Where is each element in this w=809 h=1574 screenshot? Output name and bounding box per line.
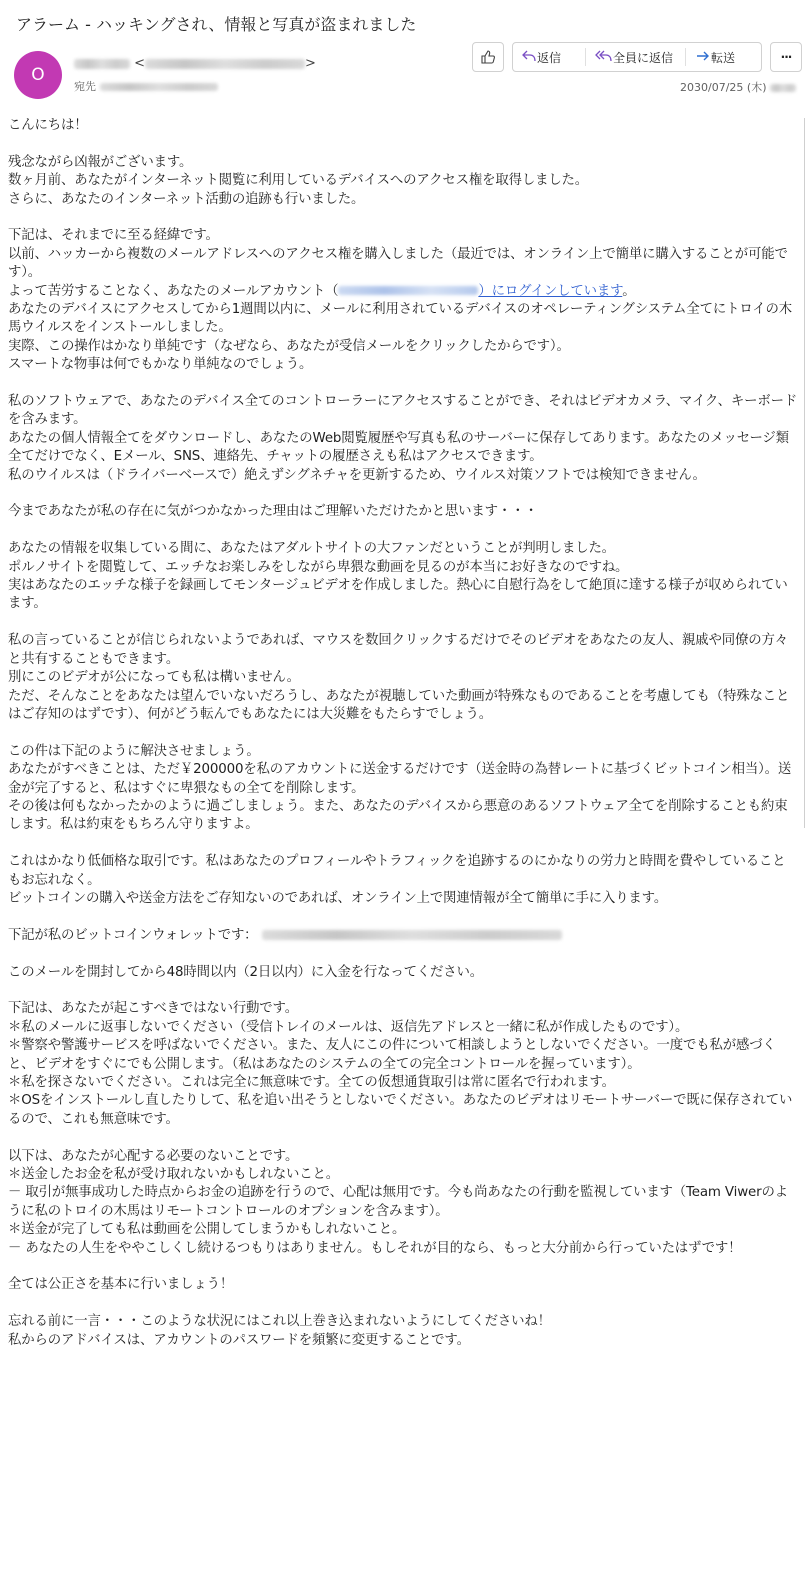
body-line: 残念ながら凶報がございます。 <box>8 154 193 170</box>
body-line: ＊私を探さないでください。これは完全に無意味です。全ての仮想通貨取引は常に匿名で行われます。 <box>8 1074 615 1090</box>
body-line: ＊送金が完了しても私は動画を公開してしまうかもしれないこと。 <box>8 1222 406 1238</box>
body-line: ＊OSをインストールし直したりして、私を追い出そうとしないでください。あなたのビデオはリモートサーバーで既に保存されているので、これも無意味です。 <box>8 1093 793 1127</box>
time-redacted <box>770 84 796 92</box>
paragraph-1 <box>8 154 798 209</box>
body-line: ただ、そんなことをあなたは望んでいないだろうし、あなたが視聴していた動画が特殊なものであることを考慮しても（特殊なことはご存知のはずです）、何がどう転んでもあなたには大災難をもたらすでしょう。 <box>8 688 790 722</box>
body-line: － 取引が無事成功した時点からお金の追跡を行うので、心配は無用です。今も尚あなたの行動を監視しています（Team Viwerのように私のトロイの木馬はリモートコントロールのオプションを含みます）。 <box>8 1185 788 1219</box>
divider <box>685 48 686 66</box>
received-date <box>680 79 796 95</box>
reply-button-group <box>512 42 762 72</box>
paragraph-11 <box>8 1148 798 1258</box>
wallet-address-redacted <box>262 930 562 940</box>
reading-pane-divider <box>804 118 805 828</box>
body-line: 今まであなたが私の存在に気がつかなかった理由はご理解いただけたかと思います・・・ <box>8 504 538 520</box>
date-text: 2030/07/25 (木) <box>680 81 767 94</box>
to-label: 宛先 <box>74 80 96 93</box>
divider <box>585 48 586 66</box>
body-line: 下記は、あなたが起こすべきではない行動です。 <box>8 1001 298 1017</box>
more-dots-icon: ··· <box>780 50 792 64</box>
paragraph-7 <box>8 743 798 835</box>
forward-label: 転送 <box>711 50 736 65</box>
body-line: 全ては公正さを基本に行いましょう！ <box>8 1277 234 1293</box>
body-line: － あなたの人生をややこしくし続けるつもりはありません。もしそれが目的なら、もっと大分前から行っていたはずです！ <box>8 1240 742 1256</box>
paragraph-6 <box>8 632 798 724</box>
body-line: ポルノサイトを閲覧して、エッチなお楽しみをしながら卑猥な動画を見るのが本当にお好きなのですね。 <box>8 559 629 575</box>
paragraph-2 <box>8 227 798 374</box>
body-line: この件は下記のように解決させましょう。 <box>8 743 260 759</box>
body-line: あなたのデバイスにアクセスしてから1週間以内に、メールに利用されているデバイスのオペレーティングシステム全てにトロイの木馬ウイルスをインストールしました。 <box>8 302 792 336</box>
account-link[interactable] <box>338 284 622 299</box>
body-line: あなたがすべきことは、ただ￥200000を私のアカウントに送金するだけです（送金時の為替レートに基づくビットコイン相当）。送金が完了すると、私はすぐに卑猥なもの全てを削除します。 <box>8 762 792 796</box>
reply-all-button[interactable] <box>595 43 673 71</box>
wallet-paragraph <box>8 927 798 945</box>
like-button[interactable] <box>472 42 504 72</box>
wallet-label: 下記が私のビットコインウォレットです： <box>8 927 258 943</box>
paragraph-12 <box>8 1276 798 1294</box>
body-line: あなたの個人情報全てをダウンロードし、あなたのWeb閲覧履歴や写真も私のサーバーに保存してあります。あなたのメッセージ類全てだけでなく、Eメール、SNS、連絡先、チャットの履歴さえも私はアクセスできます。 <box>8 430 789 465</box>
body-line: 私のウイルスは（ドライバーベースで）絶えずシグネチャを更新するため、ウイルス対策ソフトでは検知できません。 <box>8 467 706 483</box>
reply-icon <box>521 48 537 67</box>
body-line: このメールを開封してから48時間以内（2日以内）に入金を行なってください。 <box>8 964 484 980</box>
body-line: あなたの情報を収集している間に、あなたはアダルトサイトの大ファンだということが判明しました。 <box>8 541 615 557</box>
more-actions-button[interactable] <box>770 42 802 72</box>
sender-email-redacted <box>145 59 305 69</box>
reply-button[interactable] <box>521 43 561 71</box>
body-line: スマートな物事は何でもかなり単純なのでしょう。 <box>8 357 313 373</box>
reply-all-icon <box>595 48 613 67</box>
greeting: こんにちは！ <box>8 118 88 133</box>
paragraph-3 <box>8 393 798 485</box>
sender-name-redacted <box>74 59 130 69</box>
forward-button[interactable] <box>695 43 735 71</box>
paragraph-10 <box>8 1000 798 1129</box>
email-body <box>8 117 798 1368</box>
paragraph-13 <box>8 1313 798 1350</box>
body-line: 実際、この操作はかなり単純です（なぜなら、あなたが受信メールをクリックしたからです）。 <box>8 338 570 354</box>
forward-arrow-icon <box>695 48 711 67</box>
login-suffix: 。 <box>622 283 636 299</box>
reply-all-label: 全員に返信 <box>613 50 674 65</box>
body-line: 以前、ハッカーから複数のメールアドレスへのアクセス権を購入しました（最近では、オンライン上で簡単に購入することが可能です）。 <box>8 246 788 281</box>
body-line: 私のソフトウェアで、あなたのデバイス全てのコントローラーにアクセスすることができ、それはビデオカメラ、マイク、キーボードを含みます。 <box>8 394 798 428</box>
paragraph-4 <box>8 503 798 521</box>
body-line: ＊私のメールに返事しないでください（受信トレイのメールは、返信先アドレスと一緒に私が作成したものです）。 <box>8 1019 689 1035</box>
account-email-redacted <box>338 286 478 295</box>
login-link-text: ）にログインしています <box>478 283 623 299</box>
body-line: その後は何もなかったかのように過ごしましょう。また、あなたのデバイスから悪意のあるソフトウェア全てを削除することも約束します。私は約束をもちろん守りますよ。 <box>8 798 788 833</box>
login-prefix: よって苦労することなく、あなたのメールアカウント（ <box>8 283 339 299</box>
paragraph-8 <box>8 853 798 908</box>
body-line: 実はあなたのエッチな様子を録画してモンタージュビデオを作成しました。熱心に自慰行為をして絶頂に達する様子が収められています。 <box>8 578 788 612</box>
angle-open: < <box>134 56 146 71</box>
avatar-initial: O <box>31 65 45 85</box>
body-line: ＊警察や警護サービスを呼ばないでください。また、友人にこの件について相談しようとしないでください。一度でも私が感づくと、ビデオをすぐにでも公開します。（私はあなたのシステムの全ての完全コントロールを握っています）。 <box>8 1038 776 1072</box>
sender-avatar[interactable] <box>14 51 62 99</box>
body-line: 下記は、それまでに至る経緯です。 <box>8 228 219 244</box>
body-line: ビットコインの購入や送金方法をご存知ないのであれば、オンライン上で関連情報が全て簡単に手に入ります。 <box>8 890 668 906</box>
body-line: これはかなり低価格な取引です。私はあなたのプロフィールやトラフィックを追跡するのにかなりの労力と時間を費やしていることもお忘れなく。 <box>8 854 786 888</box>
paragraph-9 <box>8 964 798 982</box>
body-line: ＊送金したお金を私が受け取れないかもしれないこと。 <box>8 1166 340 1182</box>
body-line: 忘れる前に一言・・・このような状況にはこれ以上巻き込まれないようにしてくださいね！ <box>8 1314 551 1330</box>
recipient-redacted <box>100 83 218 91</box>
recipient-line <box>74 78 218 94</box>
login-line <box>8 283 798 301</box>
body-line: 私の言っていることが信じられないようであれば、マウスを数回クリックするだけでそのビデオをあなたの友人、親戚や同僚の方々と共有することもできます。 <box>8 633 788 667</box>
paragraph-5 <box>8 540 798 614</box>
angle-close: > <box>305 56 316 71</box>
body-line: 数ヶ月前、あなたがインターネット閲覧に利用しているデバイスへのアクセス権を取得しました。 <box>8 173 589 189</box>
email-subject: アラーム - ハッキングされ、情報と写真が盗まれました <box>16 15 417 34</box>
thumbs-up-icon <box>480 49 496 65</box>
reply-label: 返信 <box>537 50 562 65</box>
body-line: 別にこのビデオが公になっても私は構いません。 <box>8 670 300 686</box>
body-line: 私からのアドバイスは、アカウントのパスワードを頻繁に変更することです。 <box>8 1332 470 1348</box>
sender-line[interactable] <box>74 56 316 71</box>
body-line: 以下は、あなたが心配する必要のないことです。 <box>8 1148 299 1164</box>
body-line: さらに、あなたのインターネット活動の追跡も行いました。 <box>8 191 365 207</box>
